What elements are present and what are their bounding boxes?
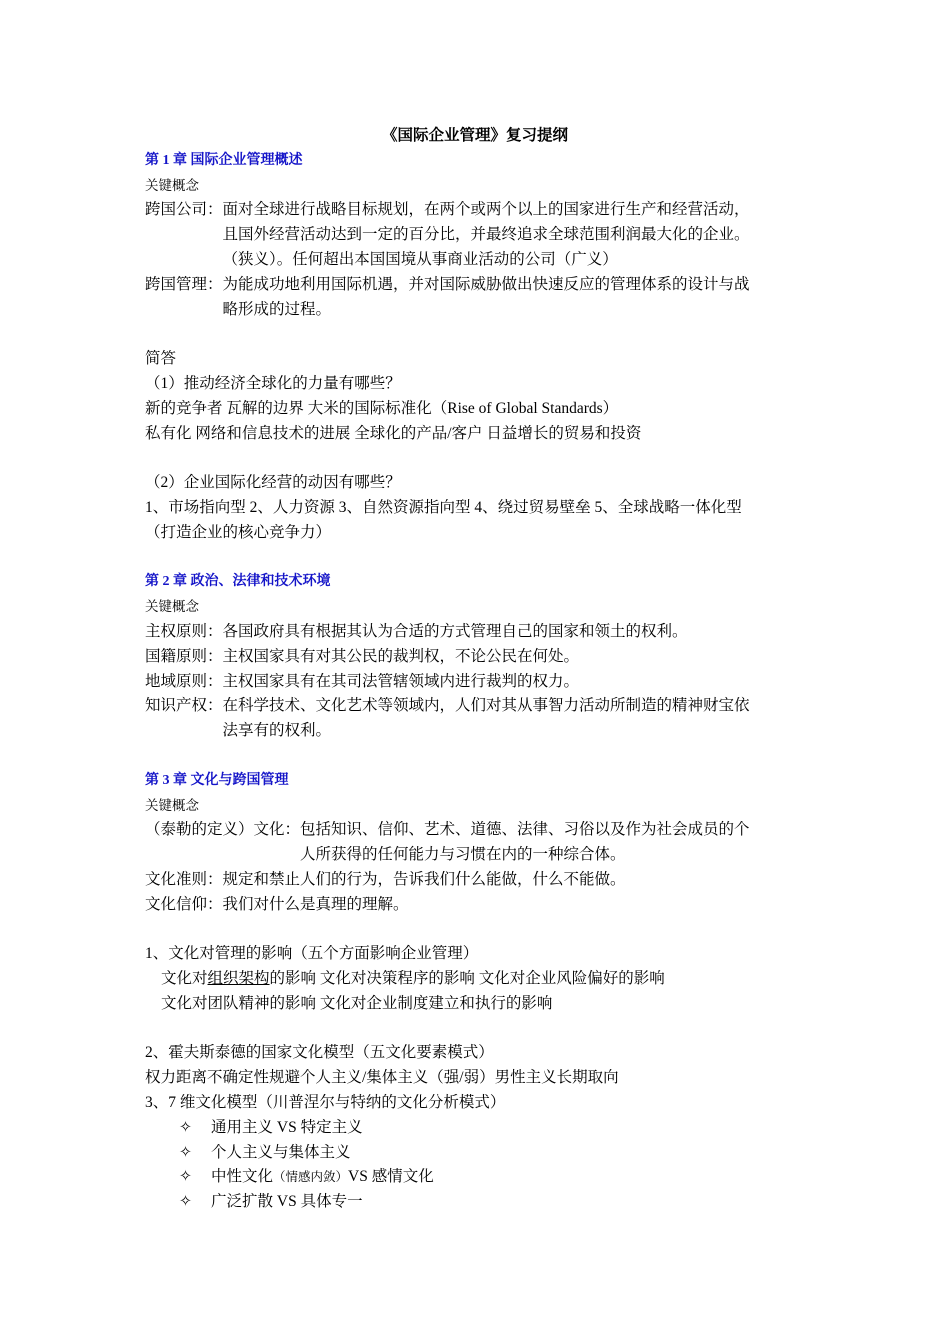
text-segment: 的影响 文化对决策程序的影响 文化对企业风险偏好的影响 bbox=[269, 970, 665, 988]
definition-term: 国籍原则： bbox=[145, 647, 223, 665]
definition-term: 文化信仰： bbox=[145, 895, 223, 913]
bullet-text: 中性文化 bbox=[211, 1168, 274, 1186]
definition-term: 跨国公司： bbox=[145, 201, 223, 219]
section-2-body: 权力距离不确定性规避个人主义/集体主义（强/弱）男性主义长期取向 bbox=[145, 1069, 619, 1087]
chapter-3-heading: 第 3 章 文化与跨国管理 bbox=[145, 772, 289, 788]
definition-term: 跨国管理： bbox=[145, 275, 223, 293]
definition-term: 地域原则： bbox=[145, 672, 223, 690]
question-1: （1）推动经济全球化的力量有哪些？ bbox=[145, 374, 401, 392]
definition-line: 包括知识、信仰、艺术、道德、法律、习俗以及作为社会成员的个 bbox=[300, 821, 750, 839]
definition-line: 我们对什么是真理的理解。 bbox=[222, 895, 409, 913]
section-3-title: 3、7 维文化模型（川普涅尔与特纳的文化分析模式） bbox=[145, 1094, 506, 1112]
section-1-line-1 bbox=[145, 967, 805, 992]
definition-line: 主权国家具有在其司法管辖领域内进行裁判的权力。 bbox=[222, 672, 580, 690]
definition-line: 规定和禁止人们的行为，告诉我们什么能做，什么不能做。 bbox=[222, 870, 626, 888]
document-content bbox=[145, 124, 805, 1215]
short-answer-label: 简答 bbox=[145, 350, 177, 368]
definition-line: 在科学技术、文化艺术等领域内，人们对其从事智力活动所制造的精神财宝依 bbox=[222, 697, 750, 715]
section-1-line-2: 文化对团队精神的影响 文化对企业制度建立和执行的影响 bbox=[161, 994, 553, 1012]
definition-term: 文化准则： bbox=[145, 870, 223, 888]
bullet-text: 广泛扩散 VS 具体专一 bbox=[211, 1193, 363, 1211]
section-2-title: 2、霍夫斯泰德的国家文化模型（五文化要素模式） bbox=[145, 1044, 494, 1062]
diamond-bullet-icon: ✧ bbox=[179, 1143, 192, 1161]
bullet-note: （情感内敛） bbox=[273, 1170, 349, 1185]
definition-line: 法享有的权利。 bbox=[222, 722, 332, 740]
diamond-bullet-icon: ✧ bbox=[179, 1168, 192, 1186]
definition-nationality bbox=[145, 645, 805, 670]
key-concepts-label: 关键概念 bbox=[145, 177, 199, 193]
bullet-text: VS 感情文化 bbox=[348, 1168, 434, 1186]
bullet-item bbox=[145, 1165, 805, 1190]
bullet-item bbox=[145, 1141, 805, 1166]
definition-line: 面对全球进行战略目标规划，在两个或两个以上的国家进行生产和经营活动， bbox=[222, 201, 750, 219]
definition-line: 主权国家具有对其公民的裁判权，不论公民在何处。 bbox=[222, 647, 580, 665]
definition-term: 知识产权： bbox=[145, 697, 223, 715]
underlined-term: 组织架构 bbox=[207, 970, 270, 988]
chapter-2-heading: 第 2 章 政治、法律和技术环境 bbox=[145, 574, 331, 590]
diamond-bullet-icon: ✧ bbox=[179, 1118, 192, 1136]
diamond-bullet-icon: ✧ bbox=[179, 1193, 192, 1211]
definition-culture bbox=[145, 818, 805, 868]
bullet-text: 通用主义 VS 特定主义 bbox=[211, 1118, 363, 1136]
definition-cultural-norms bbox=[145, 868, 805, 893]
definition-line: 且国外经营活动达到一定的百分比，并最终追求全球范围利润最大化的企业。 bbox=[222, 226, 750, 244]
definition-territoriality bbox=[145, 670, 805, 695]
bullet-text: 个人主义与集体主义 bbox=[211, 1143, 351, 1161]
definition-sovereignty bbox=[145, 620, 805, 645]
key-concepts-label: 关键概念 bbox=[145, 599, 199, 615]
answer-1-line-1: 新的竞争者 瓦解的边界 大米的国际标准化（Rise of Global Standards） bbox=[145, 399, 619, 417]
bullet-item bbox=[145, 1116, 805, 1141]
definition-line: 各国政府具有根据其认为合适的方式管理自己的国家和领土的权利。 bbox=[222, 622, 688, 640]
section-1-title: 1、文化对管理的影响（五个方面影响企业管理） bbox=[145, 945, 479, 963]
definition-multinational bbox=[145, 198, 805, 272]
answer-1-line-2: 私有化 网络和信息技术的进展 全球化的产品/客户 日益增长的贸易和投资 bbox=[145, 424, 642, 442]
definition-cultural-beliefs bbox=[145, 893, 805, 918]
chapter-1-heading: 第 1 章 国际企业管理概述 bbox=[145, 152, 303, 168]
definition-transnational-management bbox=[145, 273, 805, 323]
definition-line: 人所获得的任何能力与习惯在内的一种综合体。 bbox=[300, 846, 626, 864]
definition-term: 主权原则： bbox=[145, 622, 223, 640]
definition-line: 为能成功地利用国际机遇，并对国际威胁做出快速反应的管理体系的设计与战 bbox=[222, 275, 750, 293]
answer-2-line-1: 1、市场指向型 2、人力资源 3、自然资源指向型 4、绕过贸易壁垒 5、全球战略一体化型 bbox=[145, 498, 742, 516]
text-segment: 文化对 bbox=[161, 970, 208, 988]
key-concepts-label: 关键概念 bbox=[145, 797, 199, 813]
bullet-item bbox=[145, 1190, 805, 1215]
document-title: 《国际企业管理》复习提纲 bbox=[381, 127, 568, 144]
answer-2-line-2: （打造企业的核心竞争力） bbox=[145, 523, 332, 541]
definition-intellectual-property bbox=[145, 694, 805, 744]
definition-term: （泰勒的定义）文化： bbox=[145, 821, 301, 839]
question-2: （2）企业国际化经营的动因有哪些？ bbox=[145, 474, 401, 492]
definition-line: （狭义）。任何超出本国国境从事商业活动的公司（广义） bbox=[222, 250, 618, 268]
definition-line: 略形成的过程。 bbox=[222, 300, 332, 318]
